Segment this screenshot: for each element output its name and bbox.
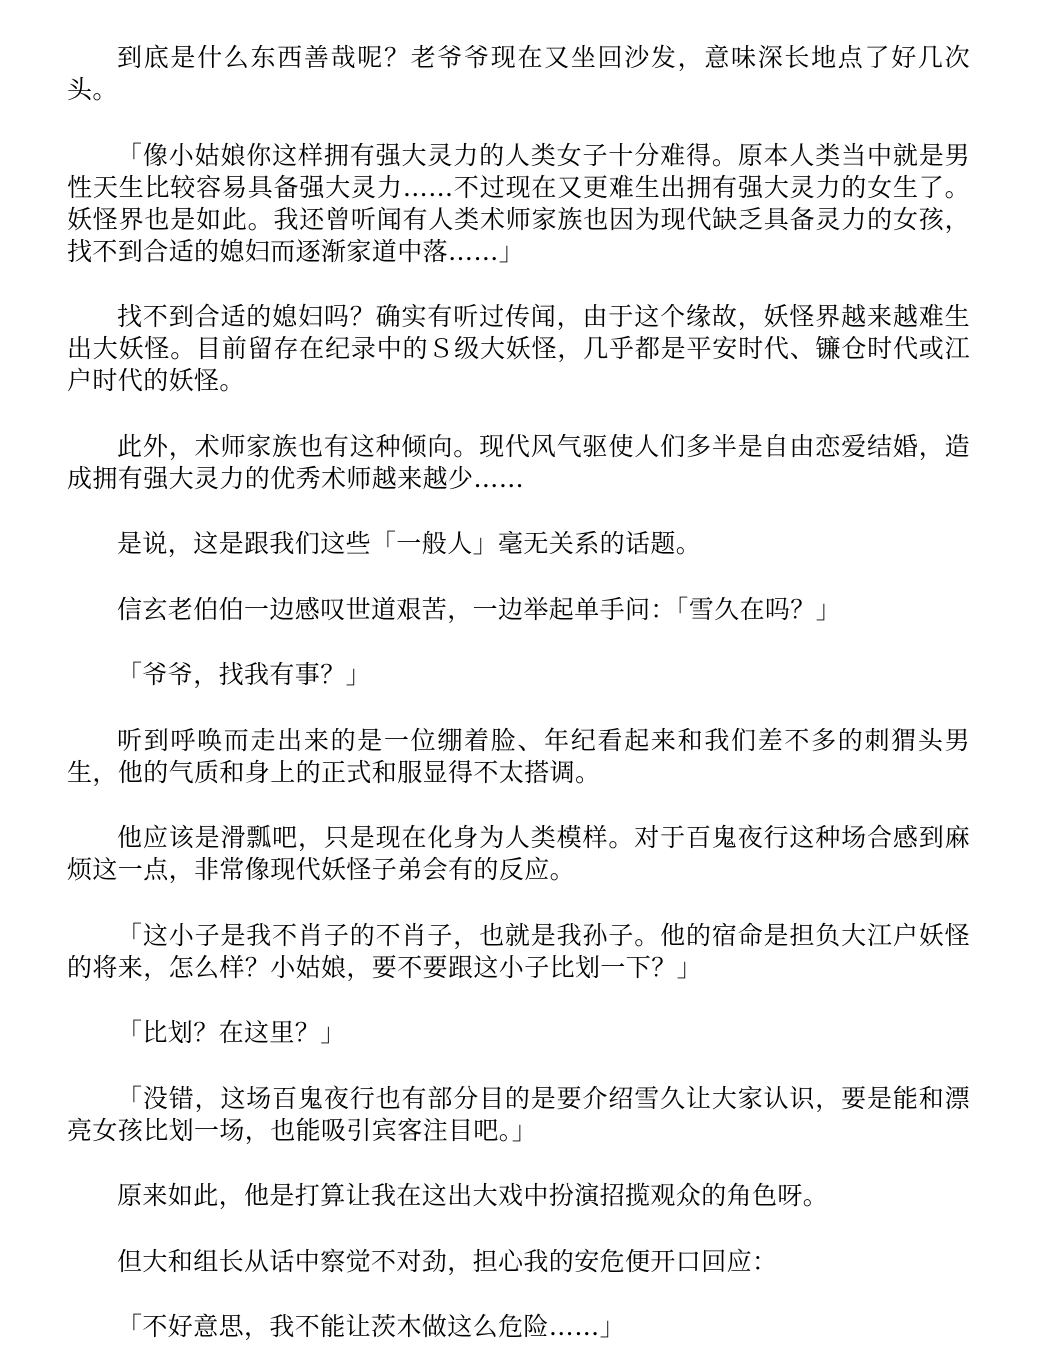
paragraph: 「比划？在这里？」	[117, 1018, 346, 1047]
paragraph: 「爷爷，找我有事？」	[117, 660, 372, 689]
paragraph: 「不好意思，我不能让茨木做这么危险……」	[117, 1312, 626, 1341]
paragraph: 找不到合适的媳妇吗？确实有听过传闻，由于这个缘故，妖怪界越来越难生出大妖怪。目前留存在纪录中的Ｓ级大妖怪，几乎都是平安时代、镰仓时代或江户时代的妖怪。	[67, 302, 970, 395]
paragraph: 但大和组长从话中察觉不对劲，担心我的安危便开口回应：	[117, 1246, 778, 1276]
paragraph: 「没错，这场百鬼夜行也有部分目的是要介绍雪久让大家认识，要是能和漂亮女孩比划一场，也能吸引宾客注目吧。」	[67, 1083, 970, 1145]
paragraph: 是说，这是跟我们这些「一般人」毫无关系的话题。	[117, 529, 702, 558]
paragraph: 原来如此，他是打算让我在这出大戏中扮演招揽观众的角色呀。	[117, 1181, 829, 1210]
paragraph: 他应该是滑瓢吧，只是现在化身为人类模样。对于百鬼夜行这种场合感到麻烦这一点，非常像现代妖怪子弟会有的反应。	[67, 823, 970, 884]
paragraph: 信玄老伯伯一边感叹世道艰苦，一边举起单手问：「雪久在吗？」	[117, 594, 842, 624]
paragraph: 「像小姑娘你这样拥有强大灵力的人类女子十分难得。原本人类当中就是男性天生比较容易具备强大灵力……不过现在又更难生出拥有强大灵力的女生了。妖怪界也是如此。我还曾听闻有人类术师家族也因为现代缺乏具备灵力的女孩，找不到合适的媳妇而逐渐家道中落……」	[67, 140, 970, 266]
paragraph: 听到呼唤而走出来的是一位绷着脸、年纪看起来和我们差不多的刺猬头男生，他的气质和身上的正式和服显得不太搭调。	[67, 725, 970, 787]
paragraph: 到底是什么东西善哉呢？老爷爷现在又坐回沙发，意味深长地点了好几次头。	[67, 43, 970, 104]
paragraph: 此外，术师家族也有这种倾向。现代风气驱使人们多半是自由恋爱结婚，造成拥有强大灵力的优秀术师越来越少……	[67, 431, 970, 493]
paragraph: 「这小子是我不肖子的不肖子，也就是我孙子。他的宿命是担负大江户妖怪的将来，怎么样？小姑娘，要不要跟这小子比划一下？」	[67, 920, 970, 982]
